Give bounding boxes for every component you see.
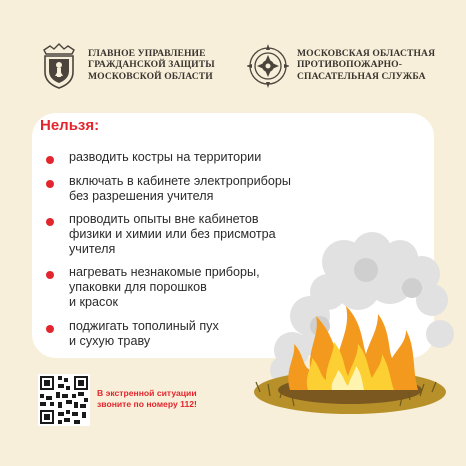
org-name-line: ГРАЖДАНСКОЙ ЗАЩИТЫ [88,59,215,71]
rule-line: нагревать незнакомые приборы, [69,265,260,279]
rule-line: включать в кабинете электроприборы [69,174,291,188]
rule-line: разводить костры на территории [69,150,262,164]
rule-line: учителя [69,242,116,256]
emergency-line: В экстренной ситуации [97,388,197,398]
rule-text [69,150,309,165]
fire-rescue-service-emblem-icon [247,40,289,90]
moscow-region-coat-of-arms-icon [38,40,80,90]
org-gu-civil-defense-name [88,48,215,82]
rule-text [69,174,309,204]
header [0,40,466,98]
emergency-note [97,388,197,410]
rule-line: поджигать тополиный пух [69,319,219,333]
bullet-dot [46,218,54,226]
org-gu-civil-defense [38,40,215,90]
burning-grass-fire-icon [250,230,466,425]
org-name-line: ПРОТИВОПОЖАРНО- [297,59,403,71]
bullet-dot [46,156,54,164]
org-name-line: СПАСАТЕЛЬНАЯ СЛУЖБА [297,70,426,82]
org-name-line: МОСКОВСКАЯ ОБЛАСТНАЯ [297,47,436,59]
rule-line: физики и химии или без присмотра [69,227,276,241]
org-fire-rescue-service-name [297,48,435,82]
org-name-line: МОСКОВСКОЙ ОБЛАСТИ [88,70,213,82]
emergency-line: звоните по номеру 112! [97,399,197,409]
rule-line: и сухую траву [69,334,151,348]
qr-code-icon[interactable] [38,374,90,426]
rule-line: и красок [69,295,119,309]
rule-line: проводить опыты вне кабинетов [69,212,259,226]
card-title: Нельзя: [40,117,100,134]
org-name-line: ГЛАВНОЕ УПРАВЛЕНИЕ [88,47,206,59]
bullet-dot [46,271,54,279]
bullet-dot [46,180,54,188]
rule-line: упаковки для порошков [69,280,207,294]
org-fire-rescue-service [247,40,435,90]
rule-line: без разрешения учителя [69,189,214,203]
bullet-dot [46,325,54,333]
